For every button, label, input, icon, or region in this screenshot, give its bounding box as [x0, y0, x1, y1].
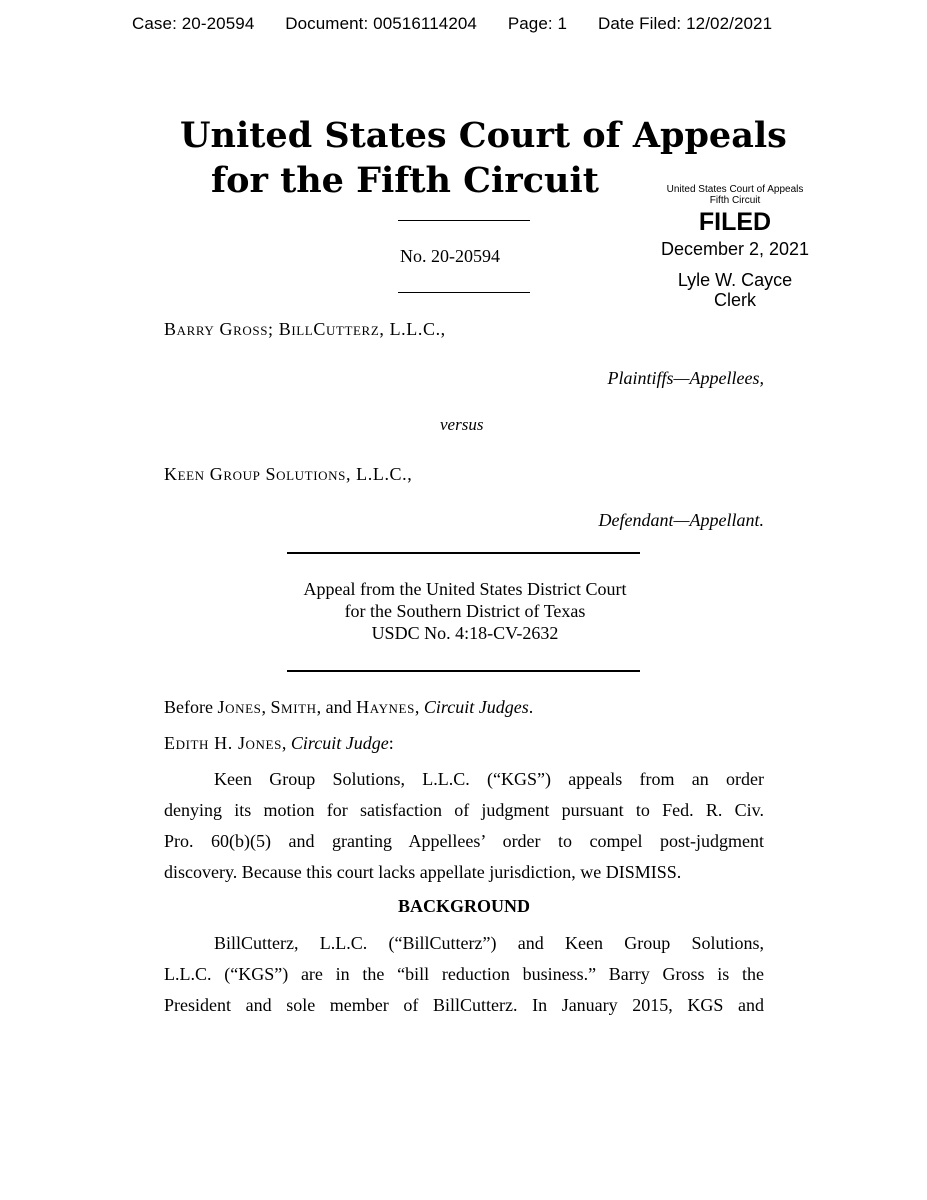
judge-haynes: Haynes	[356, 697, 415, 717]
stamp-clerk-name: Lyle W. Cayce	[677, 270, 793, 290]
plaintiffs-names: Barry Gross; BillCutterz, L.L.C.,	[164, 319, 446, 339]
author-end: :	[388, 733, 394, 753]
appeal-top-rule	[287, 552, 640, 554]
stamp-court-line: United States Court of Appeals	[666, 184, 804, 195]
author-line	[164, 733, 394, 754]
filing-header	[132, 14, 812, 34]
date-filed-header: Date Filed: 12/02/2021	[597, 14, 773, 33]
section-heading-background: BACKGROUND	[397, 896, 530, 916]
author-sep: ,	[281, 733, 291, 753]
stamp-clerk-title: Clerk	[713, 290, 756, 310]
appeal-origin-block	[270, 578, 660, 644]
opinion-paragraph-1	[164, 764, 764, 888]
filed-stamp	[650, 184, 820, 310]
author-name: Edith H. Jones	[164, 733, 282, 753]
appeal-line3: USDC No. 4:18-CV-2632	[371, 623, 559, 643]
panel-title: Circuit Judges	[423, 697, 529, 717]
court-title-line1: United States Court of Appeals	[180, 115, 787, 156]
judge-jones: Jones	[217, 697, 262, 717]
paragraph-line: BillCutterz, L.L.C. (“BillCutterz”) and Keen Group Solutions,	[214, 933, 764, 953]
appeal-line2: for the Southern District of Texas	[344, 601, 586, 621]
page-number-header: Page: 1	[507, 14, 568, 33]
panel-sep2: , and	[316, 697, 357, 717]
judge-smith: Smith	[270, 697, 317, 717]
panel-line	[164, 697, 533, 718]
panel-end: .	[528, 697, 534, 717]
panel-before: Before	[164, 697, 213, 717]
panel-sep1: ,	[261, 697, 271, 717]
paragraph-line: discovery. Because this court lacks appellate jurisdiction, we DISMISS.	[164, 862, 682, 882]
opinion-paragraph-2	[164, 928, 764, 1021]
defendant-role: Defendant—Appellant.	[598, 510, 764, 530]
appeal-bottom-rule	[287, 670, 640, 672]
stamp-circuit-line: Fifth Circuit	[709, 195, 761, 206]
paragraph-line: L.L.C. (“KGS”) are in the “bill reduction business.” Barry Gross is the	[164, 964, 764, 984]
case-number: No. 20-20594	[400, 246, 500, 266]
court-title-line2: for the Fifth Circuit	[211, 160, 599, 201]
panel-sep3: ,	[414, 697, 424, 717]
stamp-date: December 2, 2021	[660, 239, 810, 259]
paragraph-line: President and sole member of BillCutterz. In January 2015, KGS and	[164, 995, 764, 1015]
author-title: Circuit Judge	[290, 733, 389, 753]
paragraph-line: Keen Group Solutions, L.L.C. (“KGS”) appeals from an order	[214, 769, 764, 789]
appeal-line1: Appeal from the United States District Court	[303, 579, 627, 599]
case-number-top-rule	[398, 220, 530, 221]
defendant-name: Keen Group Solutions, L.L.C.,	[164, 464, 413, 484]
stamp-filed-label: FILED	[698, 208, 772, 236]
versus-label: versus	[440, 415, 484, 434]
paragraph-line: Pro. 60(b)(5) and granting Appellees’ order to compel post-judgment	[164, 831, 764, 851]
document-number-header: Document: 00516114204	[285, 14, 477, 33]
case-number-bottom-rule	[398, 292, 530, 293]
paragraph-line: denying its motion for satisfaction of judgment pursuant to Fed. R. Civ.	[164, 800, 764, 820]
case-number-header: Case: 20-20594	[132, 14, 255, 33]
plaintiffs-role: Plaintiffs—Appellees,	[607, 368, 764, 388]
